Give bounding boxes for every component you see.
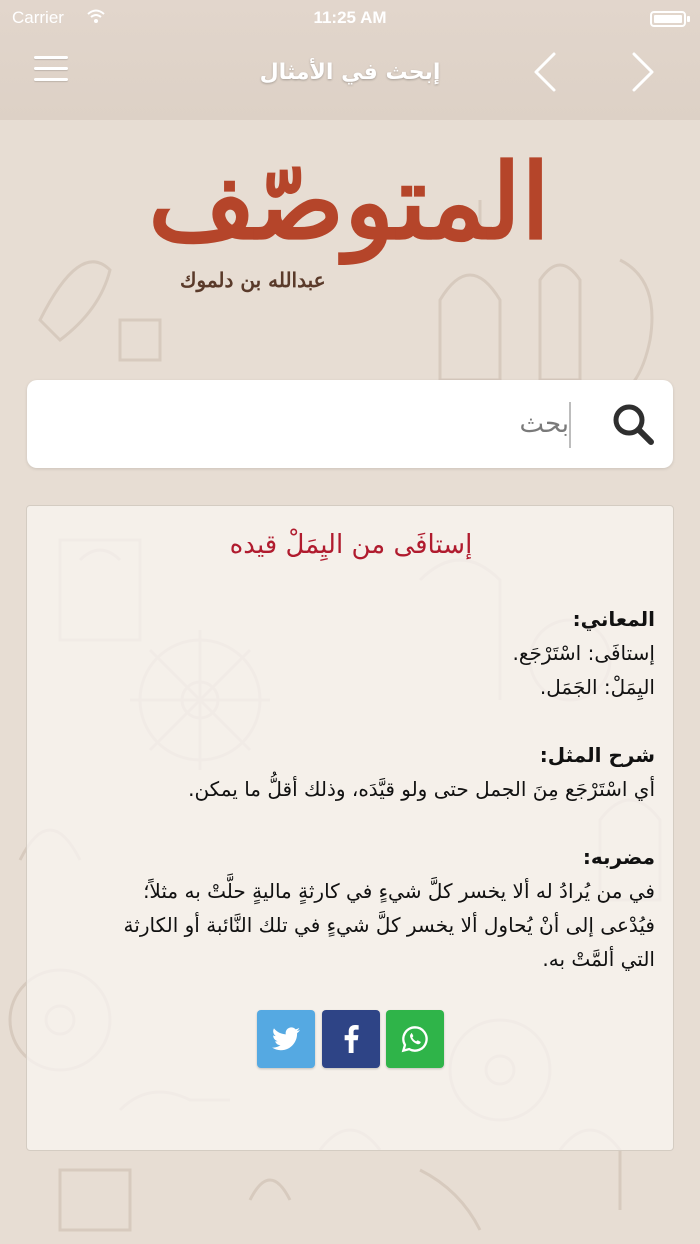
search-divider — [569, 402, 571, 448]
proverb-card — [26, 505, 674, 1151]
hamburger-icon[interactable] — [34, 56, 68, 86]
twitter-icon — [272, 1027, 300, 1051]
search-bar — [27, 380, 673, 468]
facebook-icon — [343, 1025, 359, 1053]
facebook-share-button[interactable] — [322, 1010, 380, 1068]
twitter-share-button[interactable] — [257, 1010, 315, 1068]
battery-icon — [650, 11, 686, 27]
whatsapp-icon — [401, 1025, 429, 1053]
usage-line: في من يُرادُ له ألا يخسر كلَّ شيءٍ في كارثةٍ ماليةٍ حلَّتْ به مثلاً؛ — [143, 879, 655, 903]
proverb-title: إستافَى من اليِمَلْ قيده — [229, 530, 473, 560]
logo-title: المتوصّف — [148, 140, 550, 263]
usage-line: فيُدْعى إلى أنْ يُحاول ألا يخسر كلَّ شيءٍ في تلك النَّائبة أو الكارثة — [123, 913, 655, 937]
app-logo — [150, 130, 550, 320]
page-title: إبحث في الأمثال — [259, 60, 441, 85]
meanings-section — [43, 602, 655, 704]
header — [0, 0, 700, 120]
explanation-text: أي اسْتَرْجَع مِنَ الجمل حتى ولو قيَّدَه، وذلك أقلُّ ما يمكن. — [188, 777, 655, 801]
nav-bar — [0, 36, 700, 108]
chevron-left-icon[interactable] — [528, 50, 564, 94]
usage-section — [43, 840, 655, 976]
meaning-line: إستافَى: اسْتَرْجَع. — [512, 641, 655, 665]
whatsapp-share-button[interactable] — [386, 1010, 444, 1068]
explanation-label: شرح المثل: — [539, 743, 655, 767]
clock: 11:25 AM — [313, 8, 387, 27]
share-buttons — [27, 1010, 675, 1068]
status-bar — [0, 0, 700, 36]
meaning-line: اليِمَلْ: الجَمَل. — [539, 675, 655, 699]
search-input[interactable] — [69, 398, 569, 450]
logo-author: عبدالله بن دلموك — [180, 268, 326, 292]
chevron-right-icon[interactable] — [624, 50, 660, 94]
explanation-section — [43, 738, 655, 806]
usage-line: التي ألمَّتْ به. — [542, 947, 655, 971]
search-icon[interactable] — [611, 402, 655, 446]
carrier-label: Carrier — [12, 8, 64, 27]
meanings-label: المعاني: — [572, 607, 655, 631]
usage-label: مضربه: — [582, 845, 655, 869]
